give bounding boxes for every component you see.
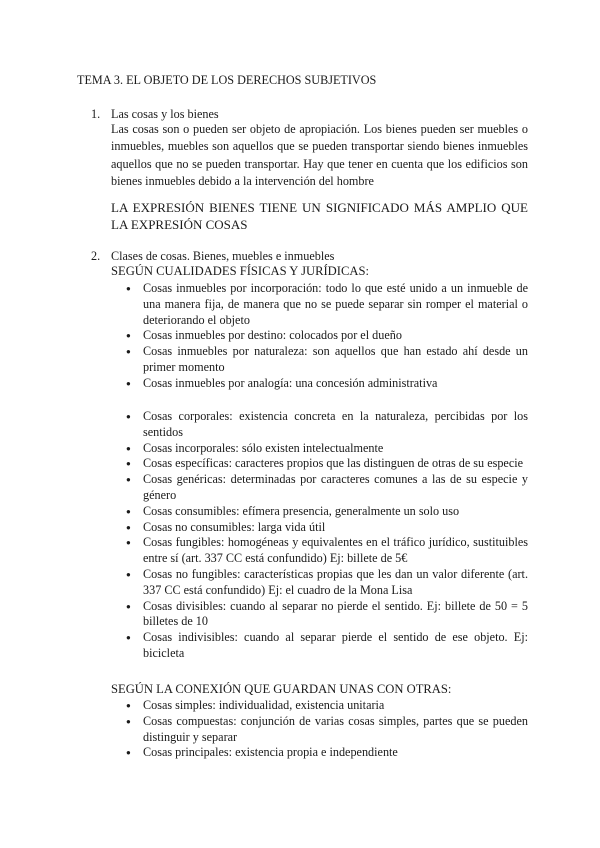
- bullet-list-clases: [111, 409, 528, 662]
- list-item: ● Cosas inmuebles por naturaleza: son aquellos que han estado ahí desde un primer momento: [111, 344, 528, 376]
- section-1-paragraph: Las cosas son o pueden ser objeto de apropiación. Los bienes pueden ser muebles o inmuebles, muebles son aquellos que se pueden transportar siendo bienes inmuebles aquellos que no se pueden transportar. Hay que tener en cuenta que los edificios son bienes inmuebles debido a la intervención del hombre: [111, 122, 528, 189]
- section-title: Las cosas y los bienes: [111, 107, 219, 121]
- list-item: ● Cosas principales: existencia propia e independiente: [111, 745, 528, 761]
- list-item: ● Cosas consumibles: efímera presencia, generalmente un solo uso: [111, 504, 528, 520]
- section-number: 2.: [91, 249, 101, 263]
- list-item: ● Cosas genéricas: determinadas por caracteres comunes a las de su especie y género: [111, 472, 528, 504]
- list-item: ● Cosas inmuebles por destino: colocados por el dueño: [111, 328, 528, 344]
- list-item: ● Cosas divisibles: cuando al separar no pierde el sentido. Ej: billete de 50 = 5 billetes de 10: [111, 599, 528, 631]
- list-item: ● Cosas compuestas: conjunción de varias cosas simples, partes que se pueden distinguir y separar: [111, 714, 528, 746]
- bullet-list-conexion: [111, 698, 528, 761]
- list-item: ● Cosas inmuebles por analogía: una concesión administrativa: [111, 376, 528, 392]
- section-number: 1.: [91, 107, 101, 121]
- list-item: ● Cosas no consumibles: larga vida útil: [111, 520, 528, 536]
- list-item: ● Cosas corporales: existencia concreta en la naturaleza, percibidas por los sentidos: [111, 409, 528, 441]
- bullet-list-inmuebles: [111, 281, 528, 392]
- page-title: TEMA 3. EL OBJETO DE LOS DERECHOS SUBJETIVOS: [77, 73, 377, 87]
- list-item: ● Cosas no fungibles: características propias que les dan un valor diferente (art. 337 CC está confundido) Ej: el cuadro de la Mona Lisa: [111, 567, 528, 599]
- list-item: ● Cosas incorporales: sólo existen intelectualmente: [111, 441, 528, 457]
- subheading-connection: SEGÚN LA CONEXIÓN QUE GUARDAN UNAS CON OTRAS:: [111, 682, 452, 696]
- section-title: Clases de cosas. Bienes, muebles e inmuebles: [111, 249, 335, 263]
- list-item: ● Cosas inmuebles por incorporación: todo lo que esté unido a un inmueble de una manera fija, de manera que no se puede separar sin romper el material o deteriorando el objeto: [111, 281, 528, 328]
- list-item: ● Cosas fungibles: homogéneas y equivalentes en el tráfico jurídico, sustituibles entre sí (art. 337 CC está confundido) Ej: billete de 5€: [111, 535, 528, 567]
- section-1-emphasis: LA EXPRESIÓN BIENES TIENE UN SIGNIFICADO MÁS AMPLIO QUE LA EXPRESIÓN COSAS: [111, 200, 528, 233]
- list-item: ● Cosas indivisibles: cuando al separar pierde el sentido de ese objeto. Ej: bicicleta: [111, 630, 528, 662]
- list-item: ● Cosas simples: individualidad, existencia unitaria: [111, 698, 528, 714]
- list-item: ● Cosas específicas: caracteres propios que las distinguen de otras de su especie: [111, 456, 528, 472]
- subheading-physical-legal: SEGÚN CUALIDADES FÍSICAS Y JURÍDICAS:: [111, 264, 369, 278]
